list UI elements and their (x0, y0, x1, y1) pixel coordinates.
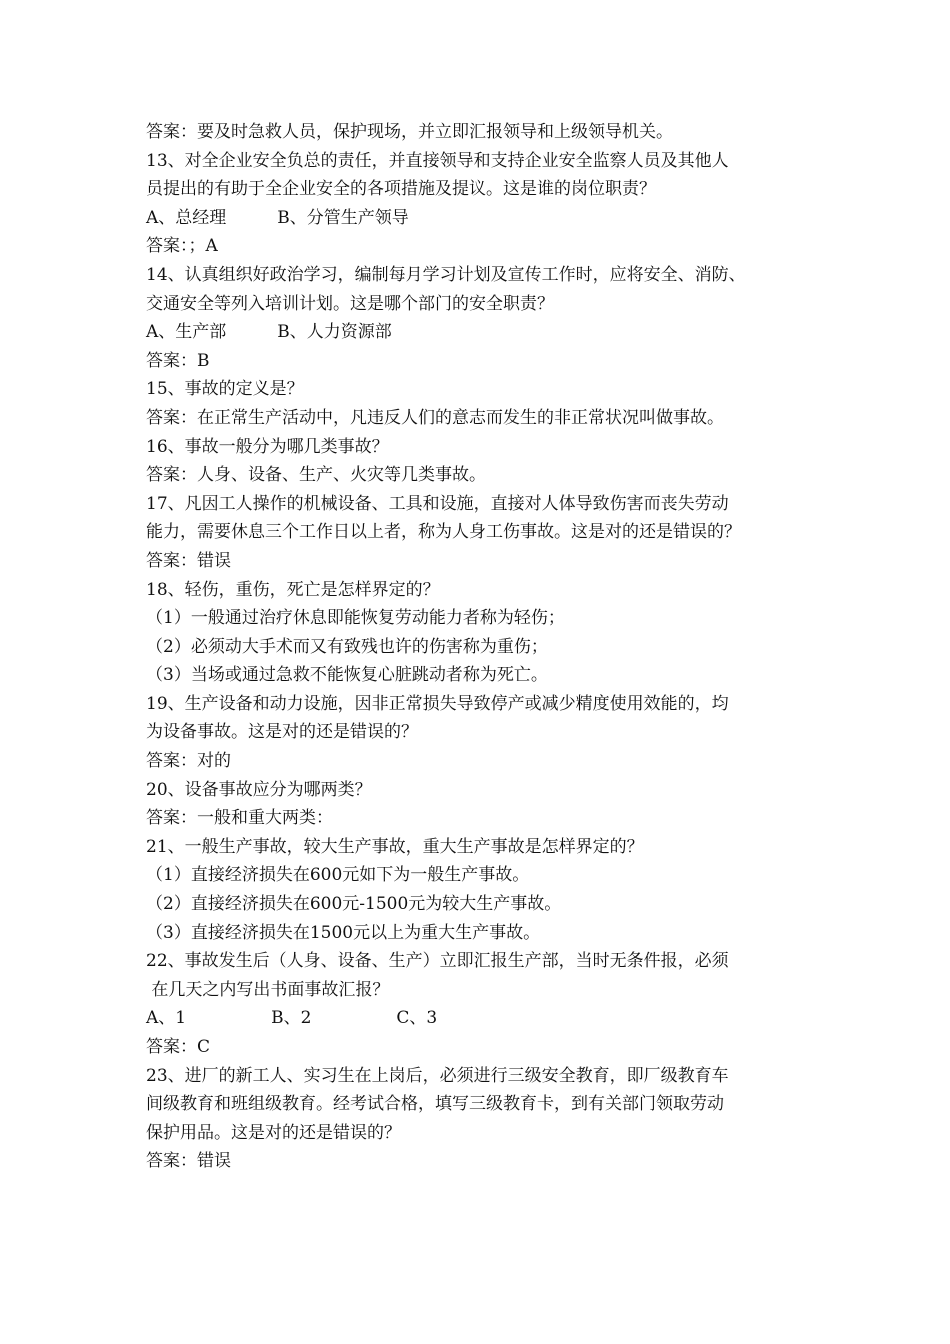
answer-18-item-3: （3）当场或通过急救不能恢复心脏跳动者称为死亡。 (146, 665, 548, 686)
answer-18-item-1: （1）一般通过治疗休息即能恢复劳动能力者称为轻伤； (146, 608, 565, 629)
question-15: 15、事故的定义是？ (146, 379, 304, 400)
question-16: 16、事故一般分为哪几类事故？ (146, 436, 389, 457)
answer-17: 答案：错误 (146, 550, 231, 571)
question-13-options: A、总经理 B、分管生产领导 (146, 207, 409, 228)
question-23-line-3: 保护用品。这是对的还是错误的？ (146, 1122, 401, 1143)
answer-21-item-3: （3）直接经济损失在1500元以上为重大生产事故。 (146, 922, 541, 943)
question-17-line-1: 17、凡因工人操作的机械设备、工具和设施，直接对人体导致伤害而丧失劳动 (146, 493, 729, 514)
answer-15: 答案：在正常生产活动中，凡违反人们的意志而发生的非正常状况叫做事故。 (146, 407, 724, 428)
answer-22: 答案：C (146, 1037, 211, 1057)
question-22-line-2: 在几天之内写出书面事故汇报？ (146, 979, 390, 1000)
answer-19: 答案：对的 (146, 751, 231, 772)
answer-16: 答案：人身、设备、生产、火灾等几类事故。 (146, 465, 486, 486)
answer-23: 答案：错误 (146, 1151, 231, 1172)
question-19-line-1: 19、生产设备和动力设施，因非正常损失导致停产或减少精度使用效能的，均 (146, 693, 729, 714)
answer-13: 答案：；A (146, 236, 218, 257)
answer-18-item-2: （2）必须动大手术而又有致残也许的伤害称为重伤； (146, 636, 548, 657)
question-13-line-2: 员提出的有助于全企业安全的各项措施及提议。这是谁的岗位职责？ (146, 179, 656, 200)
question-18: 18、轻伤，重伤，死亡是怎样界定的？ (146, 579, 440, 600)
answer-21-item-2: （2）直接经济损失在600元-1500元为较大生产事故。 (146, 894, 562, 915)
question-21: 21、一般生产事故，较大生产事故，重大生产事故是怎样界定的？ (146, 836, 644, 857)
question-14-options: A、生产部 B、人力资源部 (146, 322, 392, 343)
question-19-line-2: 为设备事故。这是对的还是错误的？ (146, 722, 418, 743)
question-23-line-1: 23、进厂的新工人、实习生在上岗后，必须进行三级安全教育，即厂级教育车 (146, 1065, 729, 1086)
answer-21-item-1: （1）直接经济损失在600元如下为一般生产事故。 (146, 865, 530, 886)
question-13-line-1: 13、对全企业安全负总的责任，并直接领导和支持企业安全监察人员及其他人 (146, 150, 729, 171)
question-22-line-1: 22、事故发生后（人身、设备、生产）立即汇报生产部，当时无条件报，必须 (146, 951, 729, 972)
answer-line: 答案：要及时急救人员，保护现场，并立即汇报领导和上级领导机关。 (146, 122, 673, 142)
question-20: 20、设备事故应分为哪两类？ (146, 779, 372, 800)
document-body (146, 118, 836, 1176)
question-14-line-2: 交通安全等列入培训计划。这是哪个部门的安全职责？ (146, 293, 554, 314)
answer-20: 答案：一般和重大两类： (146, 808, 333, 829)
question-17-line-2: 能力，需要休息三个工作日以上者，称为人身工伤事故。这是对的还是错误的？ (146, 522, 741, 543)
question-22-options: A、1 B、2 C、3 (146, 1008, 438, 1029)
answer-14: 答案：B (146, 350, 210, 371)
question-14-line-1: 14、认真组织好政治学习，编制每月学习计划及宣传工作时，应将安全、消防、 (146, 264, 746, 285)
question-23-line-2: 间级教育和班组级教育。经考试合格，填写三级教育卡，到有关部门领取劳动 (146, 1094, 724, 1115)
